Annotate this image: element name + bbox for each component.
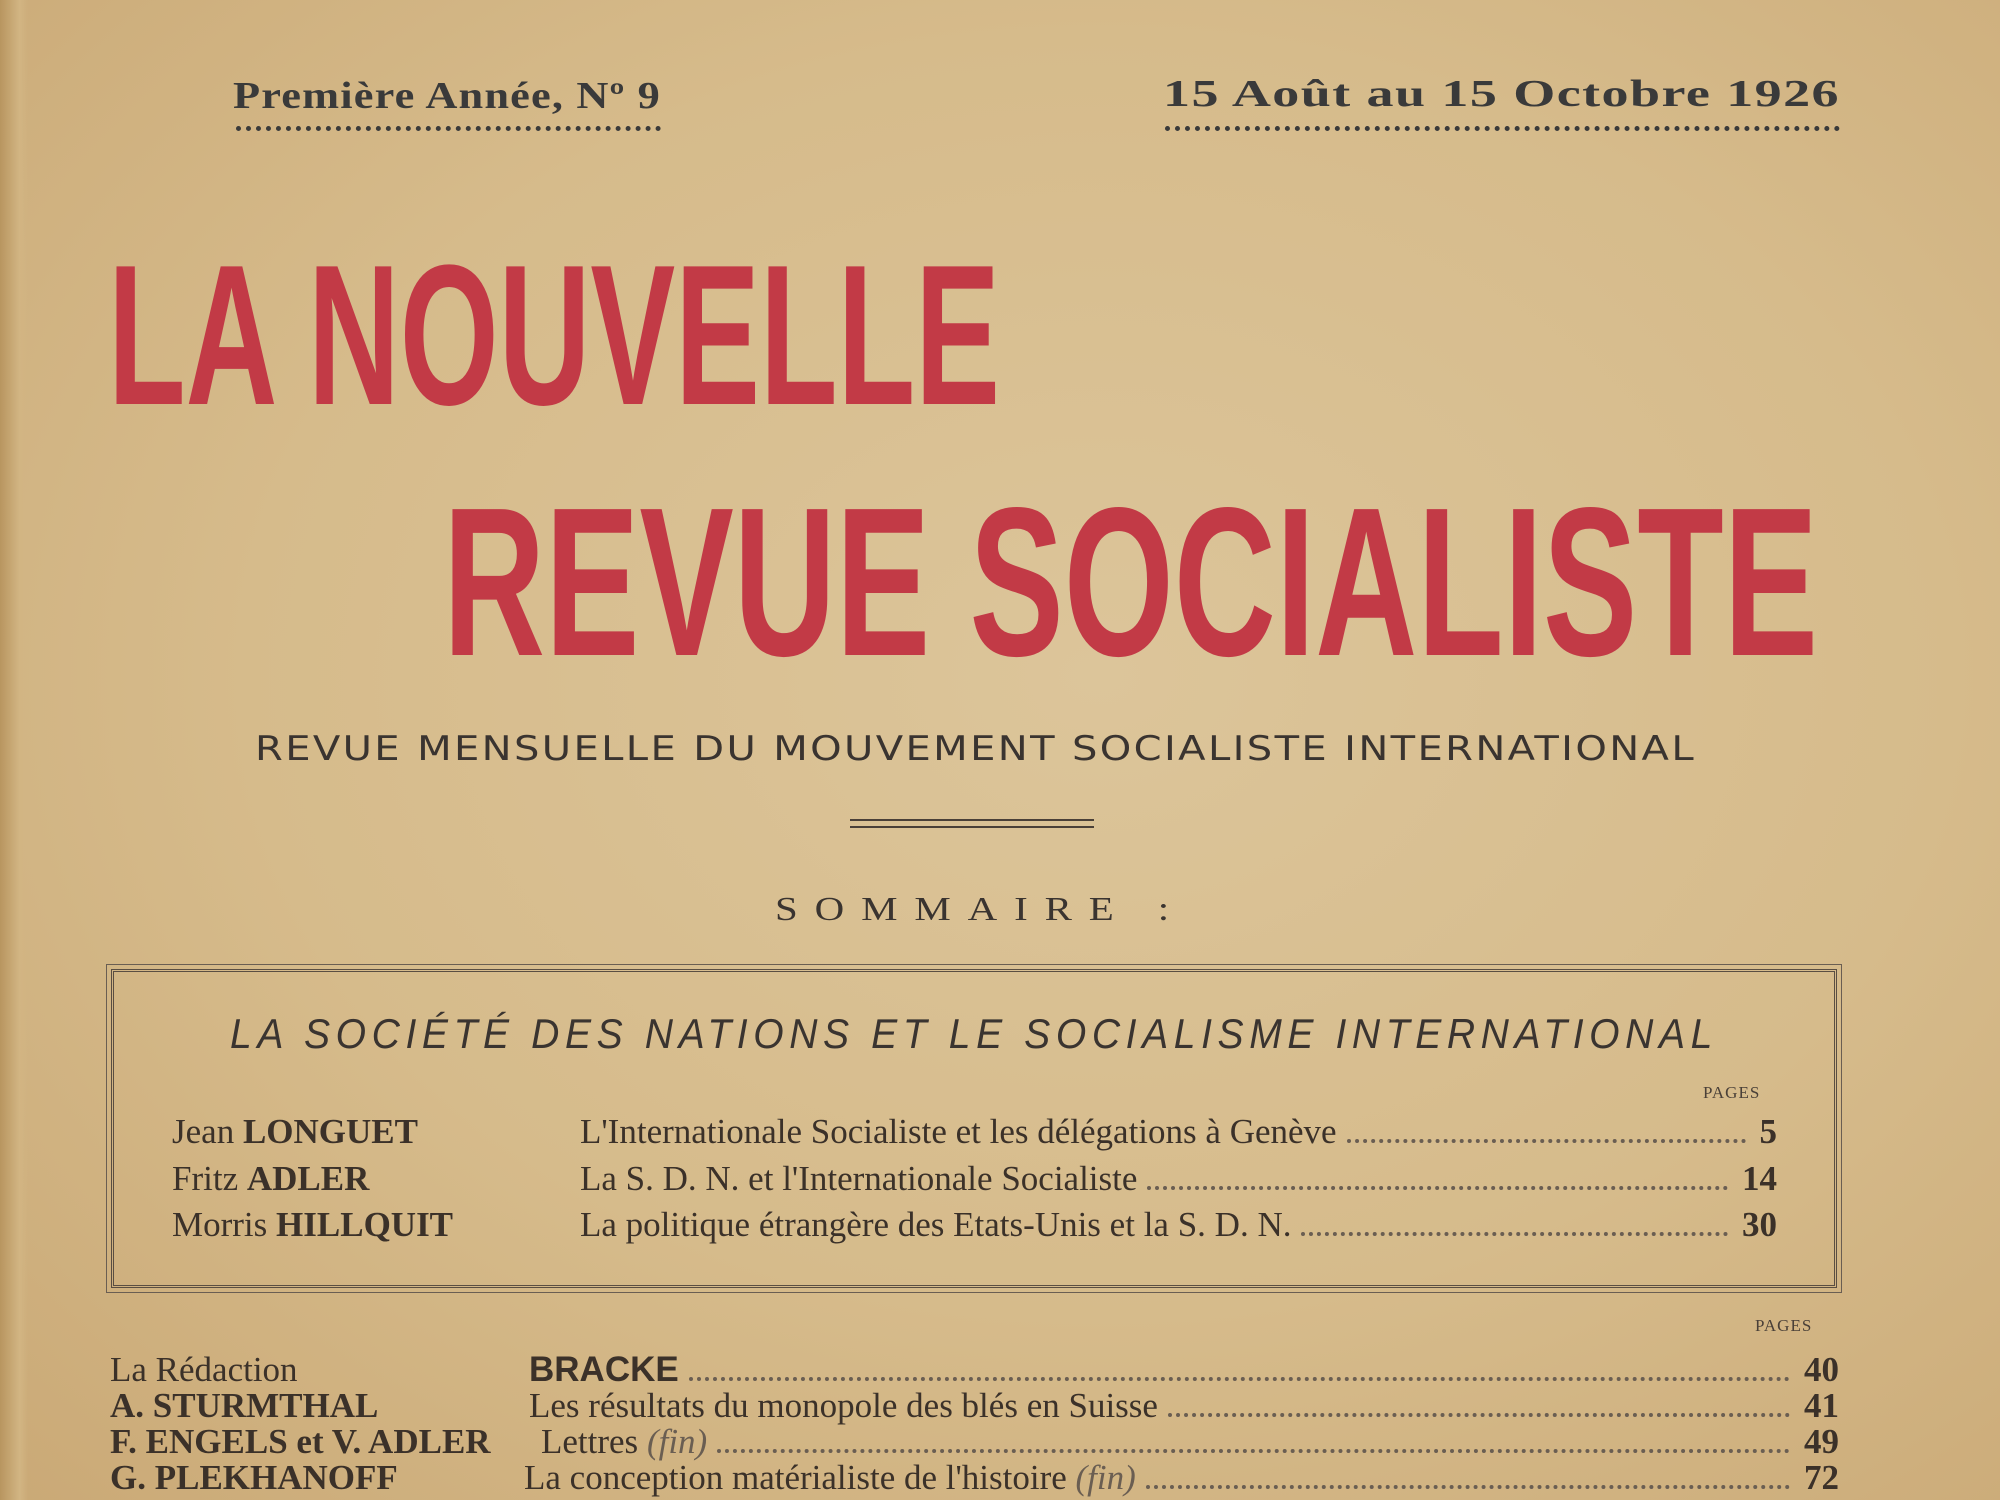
entry-author: G. PLEKHANOFF [110,1458,398,1497]
double-rule-top [850,819,1094,821]
entry-title: La conception matérialiste de l'histoire (fin) [524,1458,1136,1497]
toc-entry[interactable] [110,1458,1839,1498]
toc-entry[interactable] [110,1386,1839,1426]
dot-leader [1301,1232,1728,1236]
box-pages-label: PAGES [1703,1083,1761,1102]
page-edge [0,0,28,1500]
entry-author: Morris HILLQUIT [172,1205,454,1244]
entry-author: Jean LONGUET [172,1112,418,1151]
dot-leader [717,1449,1790,1453]
toc-entry[interactable] [110,1422,1839,1462]
toc-entry[interactable] [172,1205,1777,1245]
masthead-line1: LA NOUVELLE [108,224,1001,447]
entry-author: Fritz ADLER [172,1159,370,1198]
entry-author: F. ENGELS et V. ADLER [110,1422,491,1461]
masthead-subtitle: REVUE MENSUELLE DU MOUVEMENT SOCIALISTE INTERNATIONAL [255,729,1696,769]
entry-page: 72 [1804,1458,1839,1497]
issue-underline [236,126,661,131]
dot-leader [689,1377,1790,1381]
masthead-line2: REVUE SOCIALISTE [443,463,1818,700]
entry-title: BRACKE [529,1350,679,1389]
entry-suffix: (fin) [646,1422,708,1461]
sommaire-heading: SOMMAIRE : [775,891,1186,928]
issue-dates: 15 Août au 15 Octobre 1926 [1163,73,1840,115]
entry-title: L'Internationale Socialiste et les délégations à Genève [580,1112,1337,1151]
toc-entry[interactable] [172,1159,1777,1199]
dot-leader [1146,1485,1790,1489]
pages-label: PAGES [1755,1316,1813,1335]
entry-title: Les résultats du monopole des blés en Suisse [529,1386,1158,1425]
entry-page: 41 [1804,1386,1839,1425]
dot-leader [1168,1413,1790,1417]
entry-page: 30 [1742,1205,1777,1244]
entry-suffix: (fin) [1075,1458,1136,1497]
entry-author: A. STURMTHAL [110,1386,379,1425]
double-rule-bottom [850,826,1094,828]
entry-page: 49 [1804,1422,1839,1461]
toc-entry[interactable] [110,1350,1839,1390]
dot-leader [1347,1139,1746,1143]
entry-page: 40 [1804,1350,1839,1389]
entry-author: La Rédaction [110,1350,298,1389]
entry-title: La politique étrangère des Etats-Unis et la S. D. N. [580,1205,1292,1244]
toc-entry[interactable] [172,1112,1777,1152]
entry-page: 14 [1742,1159,1777,1198]
dot-leader [1147,1186,1728,1190]
entry-page: 5 [1759,1112,1777,1151]
entry-title: La S. D. N. et l'Internationale Socialiste [580,1159,1138,1198]
entry-title: Lettres (fin) [541,1422,708,1461]
issue-number: Première Année, Nº 9 [233,75,661,117]
featured-section-title: LA SOCIÉTÉ DES NATIONS ET LE SOCIALISME INTERNATIONAL [230,1010,1718,1057]
dates-underline [1165,126,1840,131]
